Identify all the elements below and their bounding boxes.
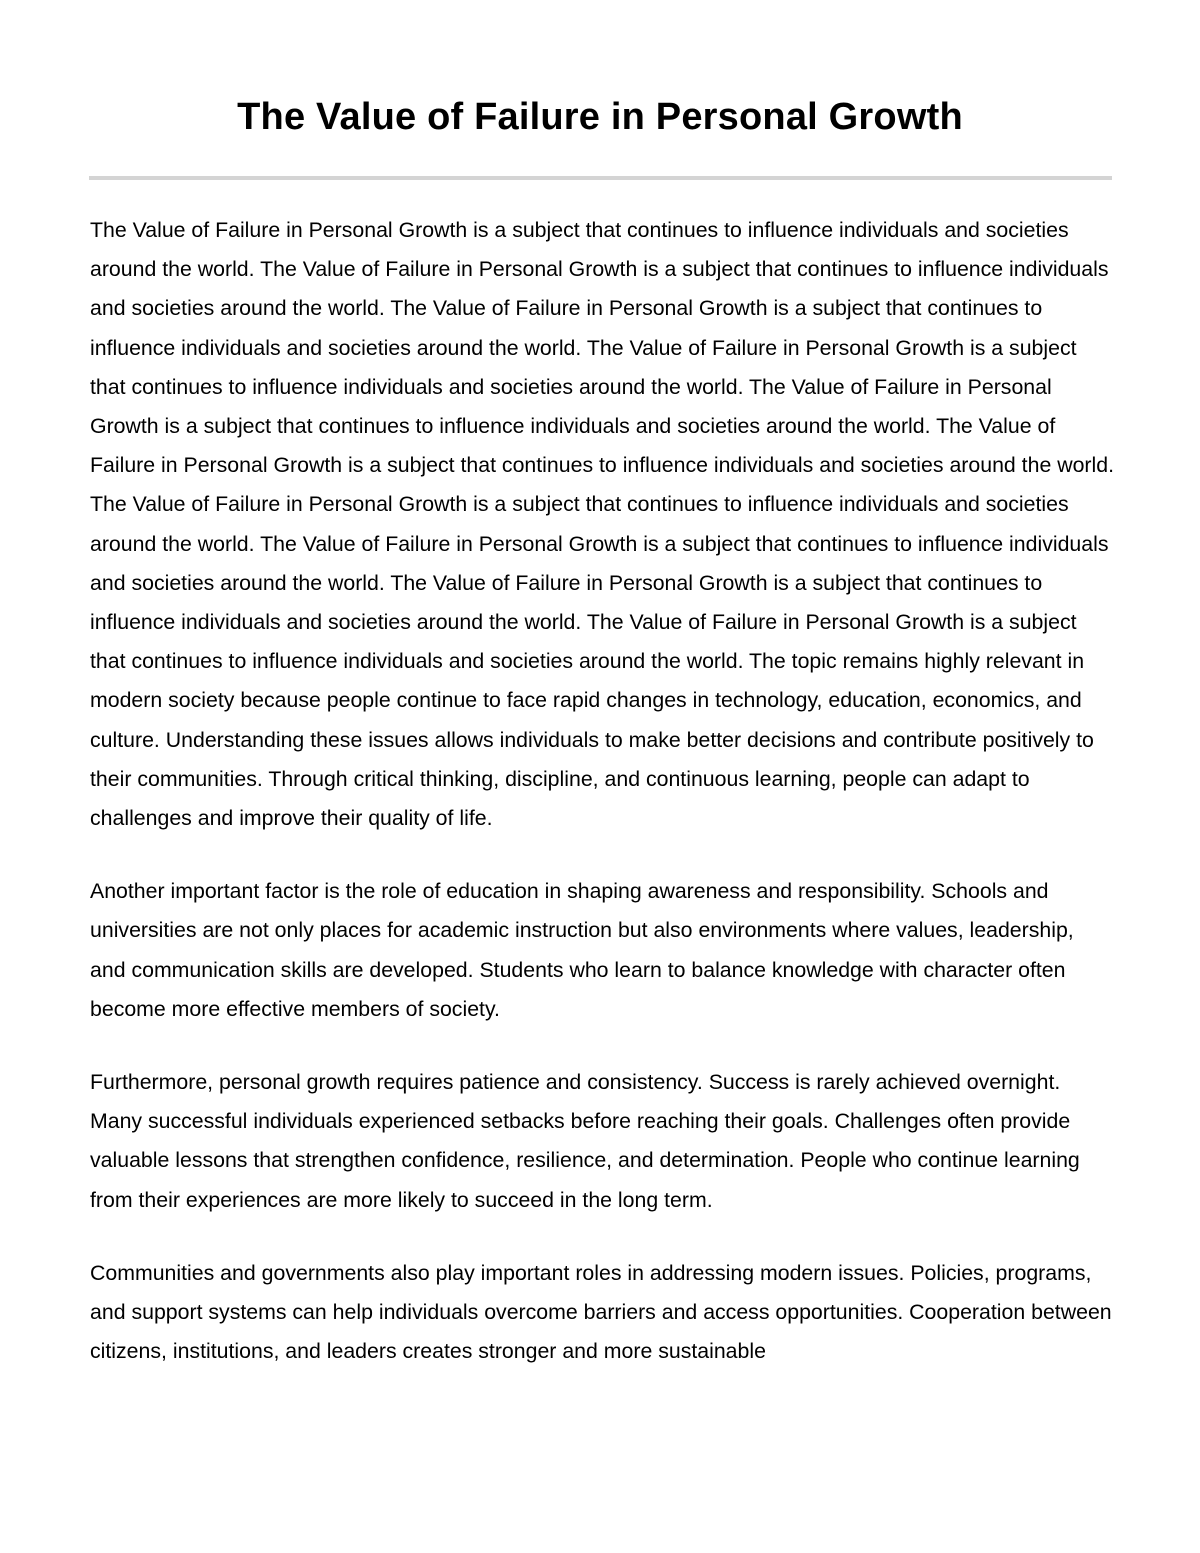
page-title: The Value of Failure in Personal Growth (237, 96, 963, 138)
paragraph: Communities and governments also play important roles in addressing modern issues. Policies, programs, and support systems can help individuals overcome barriers and access opportunities. Cooperation between citizens, institutions, and leaders creates stronger and more sustainable (90, 1260, 1112, 1364)
paragraph: The Value of Failure in Personal Growth is a subject that continues to influence individuals and societies around the world. The Value of Failure in Personal Growth is a subject that continues to influence individuals and societies around the world. The Value of Failure in Personal Growth is a subject that continues to influence individuals and societies around the world. The Value of Failure in Personal Growth is a subject that continues to influence individuals and societies around the world. The Value of Failure in Personal Growth is a subject that continues to influence individuals and societies around the world. The Value of Failure in Personal Growth is a subject that continues to influence individuals and societies around the world. The Value of Failure in Personal Growth is a subject that continues to influence individuals and societies around the world. The Value of Failure in Personal Growth is a subject that continues to influence individuals and societies around the world. The Value of Failure in Personal Growth is a subject that continues to influence individuals and societies around the world. The Value of Failure in Personal Growth is a subject that continues to influence individuals and societies around the world. The topic remains highly relevant in modern society because people continue to face rapid changes in technology, education, economics, and culture. Understanding these issues allows individuals to make better decisions and contribute positively to their communities. Through critical thinking, discipline, and continuous learning, people can adapt to challenges and improve their quality of life. (90, 218, 1115, 831)
title-divider (89, 176, 1112, 180)
document-body (90, 211, 1114, 1405)
paragraph: Furthermore, personal growth requires patience and consistency. Success is rarely achieved overnight. Many successful individuals experienced setbacks before reaching their goals. Challenges often provide valuable lessons that strengthen confidence, resilience, and determination. People who continue learning from their experiences are more likely to succeed in the long term. (90, 1070, 1080, 1212)
paragraph: Another important factor is the role of education in shaping awareness and responsibility. Schools and universities are not only places for academic instruction but also environments where values, leadership, and communication skills are developed. Students who learn to balance knowledge with character often become more effective members of society. (90, 879, 1074, 1021)
